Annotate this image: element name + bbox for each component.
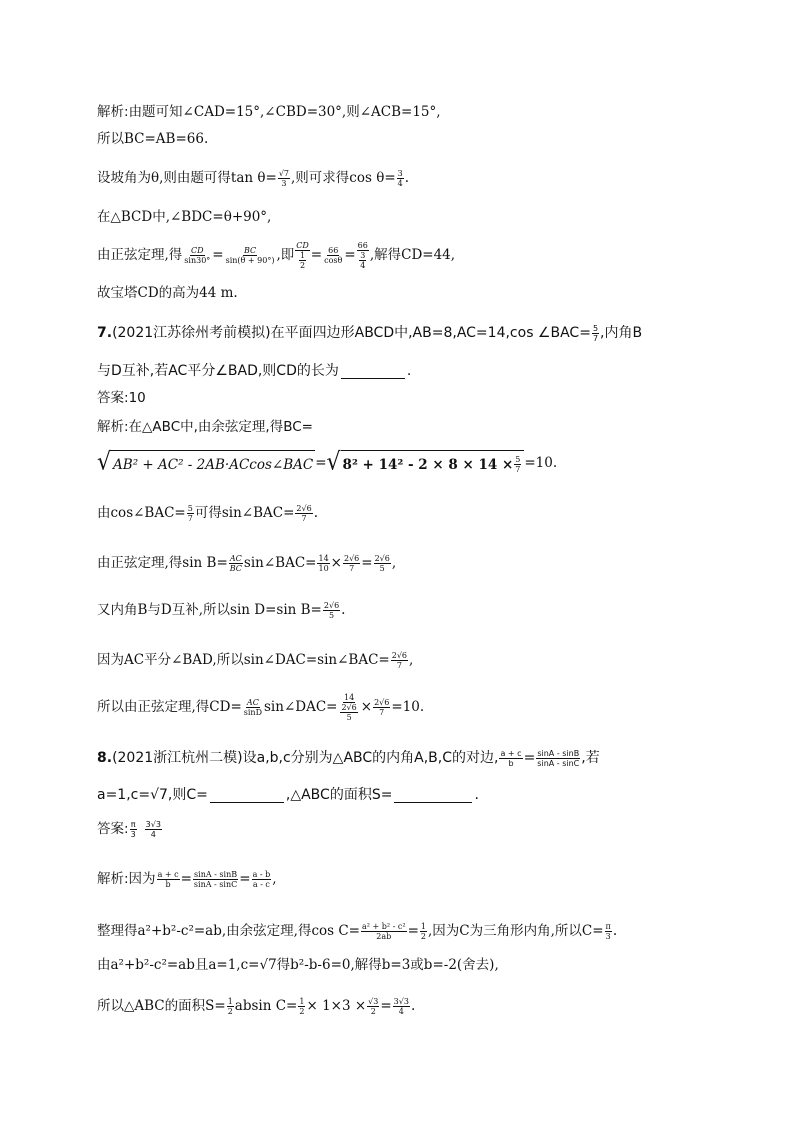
denominator: 7 [515,465,521,474]
numerator: 14 [318,553,329,563]
text: . [410,998,416,1014]
answer-blank-c[interactable] [210,788,284,803]
fraction [193,870,238,889]
text: ,即 [276,247,295,263]
radicand-text: 8² + 14² - 2 × 8 × 14 × [342,456,514,473]
numerator: sinA - sinB [537,748,580,758]
numerator: 5 [592,323,599,333]
text: . [341,602,346,618]
answer-value: 10 [128,390,146,406]
denominator: sin30° [184,255,211,265]
text: 可得sin∠BAC= [194,505,295,521]
solution-8-line-4 [97,993,734,1019]
numerator: a + c [157,869,179,879]
numerator: π [605,921,611,931]
solution-line-2 [97,129,734,149]
question-number: 7. [97,325,113,341]
denominator: 4 [150,829,156,839]
solution-7-line-6 [97,650,734,670]
equals: = [361,555,373,571]
equals: = [380,998,392,1014]
fraction [278,169,290,188]
numerator: 1 [420,921,426,931]
text: absin C= [234,998,298,1014]
question-text: (2021江苏徐州考前模拟)在平面四边形ABCD中,AB=8,AC=14,cos ∠BAC= [112,325,591,341]
numerator: 2√6 [374,553,390,563]
denominator: a - c [252,879,270,889]
question-7-line-1 [97,323,734,343]
text: . [404,170,410,186]
times: × [360,699,373,715]
answer-value-2 [145,820,162,839]
question-8-line-2 [97,785,734,805]
fraction [187,504,194,523]
answer-7 [97,388,734,408]
equals: = [180,871,192,887]
fraction [243,698,263,717]
solution-text: 在△BCD中,∠BDC=θ+90°, [97,209,272,225]
fraction [298,997,305,1016]
solution-8-line-3 [97,955,734,975]
answer-8 [97,816,734,842]
denominator: 3 [605,931,611,941]
fraction [536,749,580,768]
question-text: a=1,c=√7,则C= [97,787,208,803]
text: , [409,652,414,668]
numerator: a² + b² - c² [362,921,406,931]
solution-line-4 [97,207,734,227]
equals: = [310,247,323,263]
text: . [313,505,318,521]
fraction [361,922,407,941]
text: 又内角B与D互补,所以sin D=sin B= [97,602,322,618]
text: , [391,555,397,571]
answer-value-1 [130,820,137,839]
question-text: 与D互补,若AC平分∠BAD,则CD的长为 [97,363,339,379]
text: ,因为C为三角形内角,所以C= [427,923,604,939]
text: 所以由正弦定理,得CD= [97,699,242,715]
numerator: 14 [344,692,355,702]
solution-text: 解析:在△ABC中,由余弦定理,得BC= [97,419,313,435]
denominator: 3 [130,829,136,839]
denominator: 7 [301,513,307,523]
numerator: 2√6 [374,697,390,707]
question-text: ,△ABC的面积S= [285,787,393,803]
denominator [357,251,368,270]
numerator: π [130,819,136,829]
nested-fraction [299,251,306,270]
question-7-line-2 [97,361,734,381]
solution-line-3 [97,168,734,188]
denominator: sinA - sinC [193,879,238,889]
numerator: 66 [328,245,339,255]
numerator: 2√6 [323,600,340,610]
denominator: 7 [349,563,355,573]
text: . [612,923,618,939]
solution-text: 故宝塔CD的高为44 m. [97,285,238,301]
fraction [225,246,276,265]
fraction [514,455,521,474]
solution-7-line-7 [97,690,734,724]
answer-blank-s[interactable] [394,788,472,803]
nested-fraction [359,251,366,270]
solution-7-line-2 [97,446,734,480]
question-text: ,若 [581,750,600,766]
numerator: 5 [515,455,521,464]
square-root [97,450,315,476]
denominator: 2 [227,1006,233,1016]
equals: = [344,247,356,263]
numerator: 3√3 [393,996,409,1006]
question-number: 8. [97,750,113,766]
fraction [367,997,379,1016]
fraction [252,870,272,889]
numerator: 2√6 [296,503,312,513]
radical-sign: √ [97,448,112,477]
fraction [397,169,404,188]
numerator: 2√6 [391,650,408,660]
fraction [295,241,310,270]
fraction [343,554,360,573]
fraction [373,698,390,717]
times: × [330,555,342,571]
denominator: b [508,758,514,768]
numerator: a + c [500,748,522,758]
solution-8-line-2 [97,918,784,944]
denominator: 4 [360,260,366,270]
text: sin∠DAC= [264,699,338,715]
numerator: 3√3 [145,819,161,829]
numerator: sinA - sinB [194,869,238,879]
fraction [374,554,391,573]
solution-label: 解析: [97,104,129,120]
denominator [338,703,359,722]
solution-text: 所以BC=AB=66. [97,131,209,147]
question-8-line-1 [97,745,734,771]
numerator: 1 [227,996,233,1006]
denominator: 4 [398,1006,404,1016]
fraction [323,601,340,620]
text: 解析:因为 [97,871,156,887]
fraction [338,693,359,722]
denominator: 2 [299,1006,305,1016]
answer-label: 答案: [97,821,129,837]
equals: = [315,455,327,471]
square-root [327,450,525,476]
denominator: 7 [592,333,599,343]
radicand [341,450,525,476]
solution-text: 由a²+b²-c²=ab且a=1,c=√7得b²-b-6=0,解得b=3或b=-2(舍去), [97,957,499,973]
answer-blank[interactable] [341,364,405,379]
text: 由正弦定理,得 [97,247,183,263]
answer-label: 答案: [97,390,129,406]
denominator: 2 [370,1006,376,1016]
fraction [317,554,329,573]
fraction [157,870,180,889]
solution-7-line-4 [97,553,734,573]
denominator: 7 [187,513,193,523]
question-text: . [474,787,479,803]
fraction [227,997,234,1016]
text: 因为AC平分∠BAD,所以sin∠DAC=sin∠BAC= [97,652,390,668]
numerator: 2√6 [341,702,357,712]
numerator: AC [229,553,242,563]
text: ,则可求得cos θ= [291,170,396,186]
result: =10. [391,699,425,715]
numerator: BC [243,245,257,255]
text: sin∠BAC= [243,555,317,571]
text: , [272,871,277,887]
denominator: 2 [299,260,306,270]
text: × 1×3 × [306,998,367,1014]
numerator: 1 [299,996,305,1006]
equals: = [523,750,536,766]
result: =10. [524,455,558,471]
question-text: ,内角B [600,325,643,341]
solution-line-6 [97,283,734,303]
equals: = [407,923,419,939]
denominator: 7 [379,707,385,717]
solution-text: 由题可知∠CAD=15°,∠CBD=30°,则∠ACB=15°, [128,104,441,120]
solution-7-line-3 [97,503,734,523]
numerator: 5 [187,503,193,513]
denominator: 2ab [376,931,392,941]
equals: = [212,247,224,263]
denominator: b [165,879,171,889]
equals: = [239,871,251,887]
fraction [391,651,408,670]
solution-7-line-1 [97,417,734,437]
question-text: . [406,363,412,379]
fraction [499,749,522,768]
radical-sign: √ [326,448,341,477]
solution-7-line-5 [97,600,734,620]
denominator: BC [229,563,242,573]
denominator: 5 [346,712,352,722]
numerator: √7 [278,168,290,178]
denominator: 4 [397,178,403,188]
text: 所以△ABC的面积S= [97,998,226,1014]
solution-line-1 [97,102,734,122]
solution-line-5 [97,240,734,270]
numerator: CD [296,240,309,250]
denominator: sinD [243,707,262,717]
numerator: 2√6 [343,553,360,563]
fraction [183,246,211,265]
solution-8-line-1 [97,866,734,892]
numerator: 1 [299,250,306,260]
denominator: cosθ [324,255,343,265]
text: 整理得a²+b²-c²=ab,由余弦定理,得cos C= [97,923,360,939]
denominator: 10 [318,563,329,573]
fraction [295,504,312,523]
nested-fraction [340,703,357,722]
numerator: 3 [397,168,403,178]
denominator: 3 [281,178,287,188]
fraction [605,922,612,941]
text: ,解得CD=44, [369,247,456,263]
numerator: AC [246,697,259,707]
denominator: sin(θ + 90°) [225,255,275,265]
numerator: a - b [252,869,271,879]
numerator: 66 [357,240,368,250]
denominator: 5 [328,610,335,620]
radicand: AB² + AC² - 2AB·ACcos∠BAC [111,450,315,476]
fraction [393,997,410,1016]
denominator: 7 [396,660,402,670]
text: 由正弦定理,得sin B= [97,555,228,571]
text: 设坡角为θ,则由题可得tan θ= [97,170,277,186]
fraction [420,922,427,941]
numerator: CD [191,245,204,255]
numerator: 3 [360,250,366,260]
fraction [357,241,369,270]
text: 由cos∠BAC= [97,505,186,521]
denominator: 2 [420,931,426,941]
question-text: (2021浙江杭州二模)设a,b,c分别为△ABC的内角A,B,C的对边, [112,750,499,766]
fraction [592,324,599,343]
denominator: 5 [379,563,385,573]
fraction [229,554,243,573]
denominator: sinA - sinC [537,758,580,768]
denominator [297,251,308,270]
numerator: √3 [368,996,379,1006]
fraction [323,246,343,265]
